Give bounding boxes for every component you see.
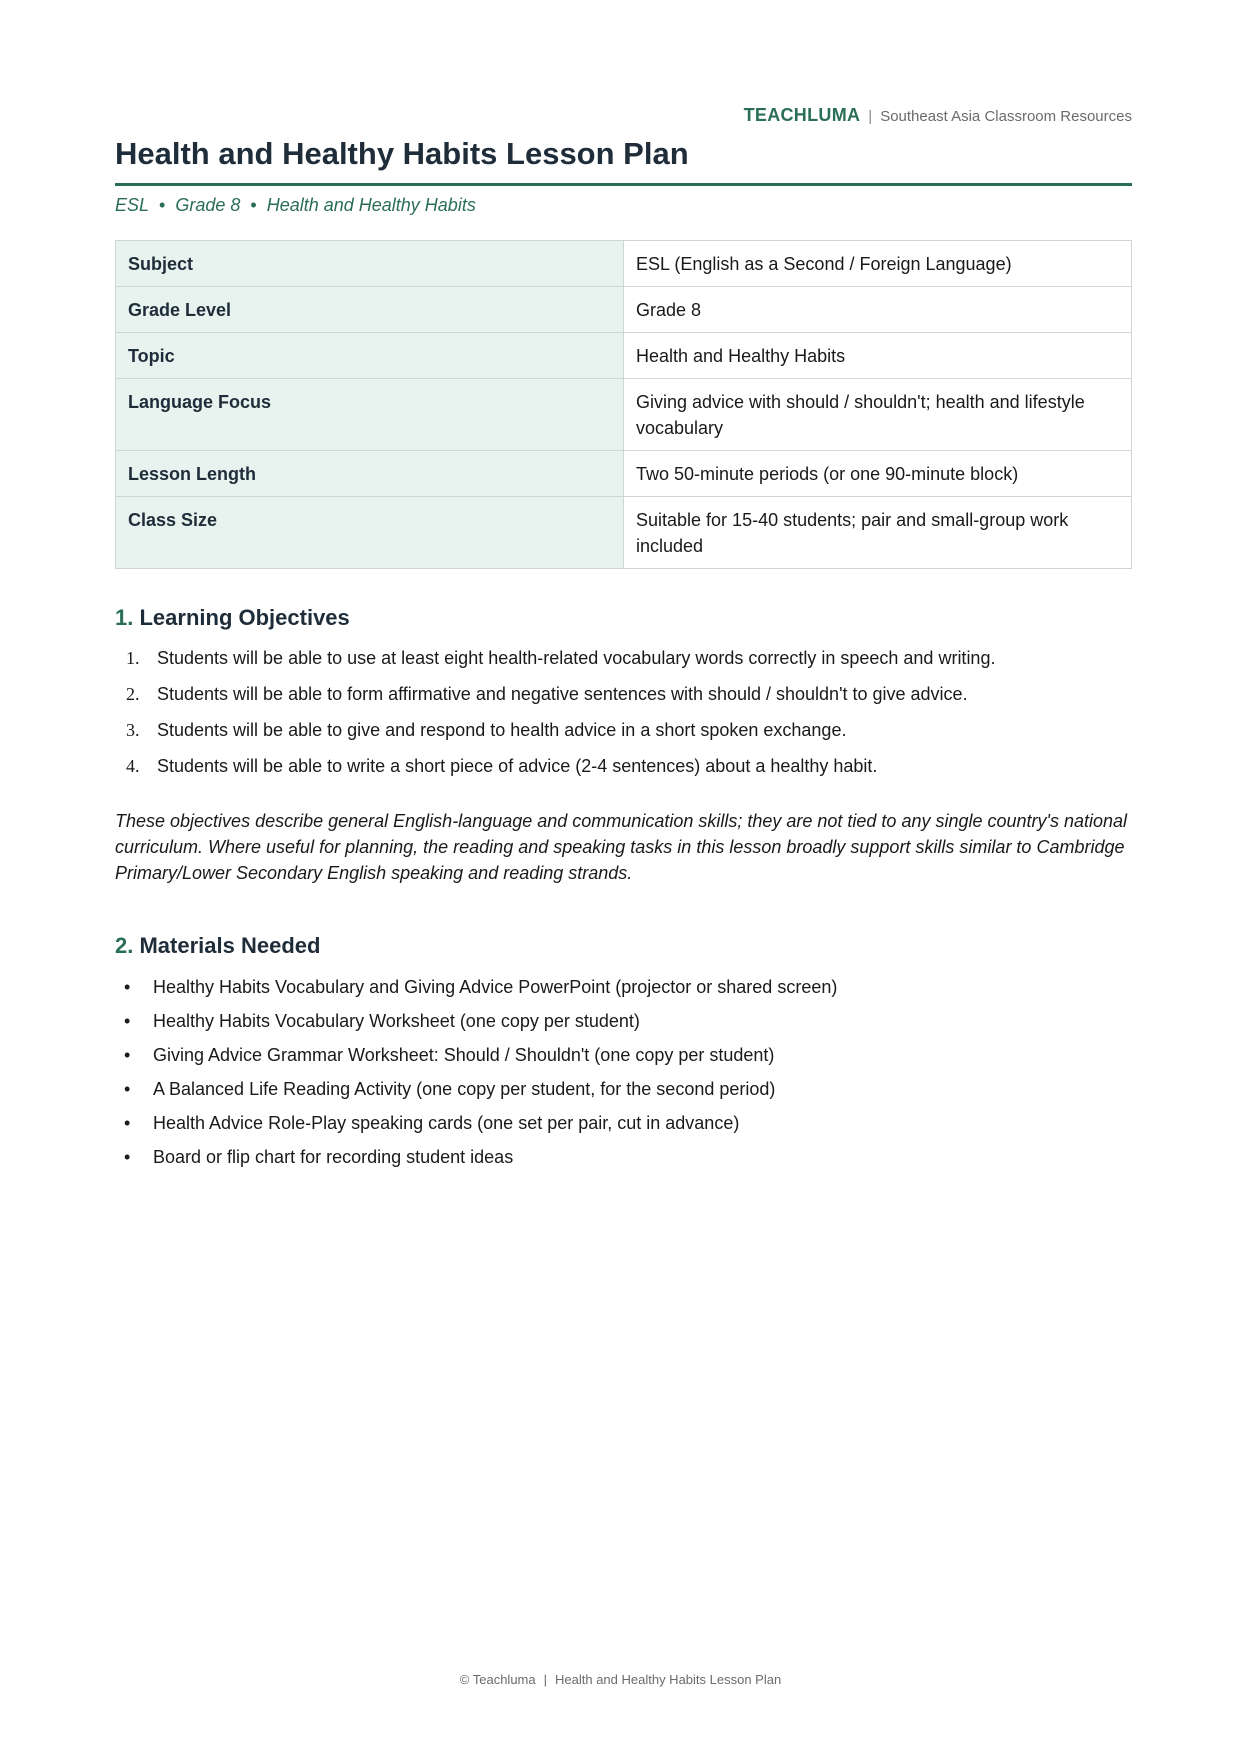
table-value: Health and Healthy Habits [624, 333, 1132, 379]
section-heading-materials [115, 933, 320, 959]
table-value: Grade 8 [624, 287, 1132, 333]
list-item-text: Healthy Habits Vocabulary Worksheet (one copy per student) [153, 1011, 640, 1031]
list-item [115, 1076, 1132, 1102]
table-key: Class Size [116, 497, 624, 569]
table-key: Subject [116, 241, 624, 287]
table-value: Two 50-minute periods (or one 90-minute block) [624, 451, 1132, 497]
objectives-note: These objectives describe general English-language and communication skills; they are not tied to any single country's national curriculum. Where useful for planning, the reading and speaking tasks in this lesson broadly support skills similar to Cambridge Primary/Lower Secondary English speaking and reading strands. [115, 811, 1128, 883]
brand-name: TEACHLUMA [743, 105, 861, 125]
footer-doc-title: Health and Healthy Habits Lesson Plan [555, 1672, 782, 1687]
table-row [116, 379, 1132, 451]
materials-list [115, 974, 1132, 1178]
list-item [115, 1110, 1132, 1136]
brand-tagline: Southeast Asia Classroom Resources [880, 108, 1132, 125]
section-title: Materials Needed [139, 933, 321, 958]
list-item-text: Giving Advice Grammar Worksheet: Should / Shouldn't (one copy per student) [153, 1045, 775, 1065]
list-item [115, 681, 1132, 707]
footer-copyright: © Teachluma [459, 1672, 536, 1687]
table-value: Suitable for 15-40 students; pair and small-group work included [624, 497, 1132, 569]
list-item-text: Students will be able to write a short piece of advice (2-4 sentences) about a healthy habit. [157, 756, 878, 776]
bullet-icon: • [124, 1079, 131, 1099]
list-item-text: Healthy Habits Vocabulary and Giving Advice PowerPoint (projector or shared screen) [153, 977, 838, 997]
bullet-icon: • [124, 1011, 131, 1031]
list-number: 4. [126, 756, 140, 776]
list-number: 2. [126, 684, 140, 704]
bullet-icon: • [124, 1147, 131, 1167]
list-number: 1. [126, 648, 140, 668]
table-row [116, 451, 1132, 497]
list-item-text: Board or flip chart for recording student ideas [153, 1147, 514, 1167]
subtitle-subject: ESL [115, 195, 150, 215]
table-key: Lesson Length [116, 451, 624, 497]
table-value: Giving advice with should / shouldn't; health and lifestyle vocabulary [624, 379, 1132, 451]
list-item-text: Students will be able to form affirmative and negative sentences with should / shouldn't to give advice. [157, 684, 968, 704]
list-item-text: Students will be able to use at least eight health-related vocabulary words correctly in speech and writing. [157, 648, 996, 668]
page-footer [0, 1672, 1241, 1687]
lesson-info-table [115, 240, 1132, 569]
list-number: 3. [126, 720, 140, 740]
list-item [115, 974, 1132, 1000]
table-row [116, 241, 1132, 287]
section-heading-objectives [115, 605, 350, 631]
table-row [116, 287, 1132, 333]
table-key: Grade Level [116, 287, 624, 333]
list-item [115, 1144, 1132, 1170]
table-key: Topic [116, 333, 624, 379]
subtitle-topic: Health and Healthy Habits [266, 195, 476, 215]
brand-header [744, 105, 1132, 126]
list-item [115, 1008, 1132, 1034]
table-row [116, 497, 1132, 569]
footer-separator: | [543, 1672, 547, 1687]
subtitle-meta [115, 195, 476, 216]
title-divider [115, 183, 1132, 186]
table-row [116, 333, 1132, 379]
list-item [115, 717, 1132, 743]
list-item-text: Students will be able to give and respond to health advice in a short spoken exchange. [157, 720, 847, 740]
list-item [115, 753, 1132, 779]
section-title: Learning Objectives [139, 605, 350, 630]
page-title: Health and Healthy Habits Lesson Plan [115, 136, 689, 171]
brand-separator: | [868, 108, 873, 125]
bullet-icon: • [124, 1113, 131, 1133]
bullet-icon: • [124, 977, 131, 997]
section-number: 1. [115, 605, 134, 630]
subtitle-grade: Grade 8 [175, 195, 241, 215]
objectives-list [115, 645, 1132, 789]
subtitle-separator: • [159, 195, 166, 215]
bullet-icon: • [124, 1045, 131, 1065]
list-item [115, 645, 1132, 671]
table-value: ESL (English as a Second / Foreign Language) [624, 241, 1132, 287]
list-item-text: Health Advice Role-Play speaking cards (one set per pair, cut in advance) [153, 1113, 740, 1133]
subtitle-separator: • [250, 195, 257, 215]
section-number: 2. [115, 933, 134, 958]
list-item-text: A Balanced Life Reading Activity (one copy per student, for the second period) [153, 1079, 776, 1099]
table-key: Language Focus [116, 379, 624, 451]
list-item [115, 1042, 1132, 1068]
